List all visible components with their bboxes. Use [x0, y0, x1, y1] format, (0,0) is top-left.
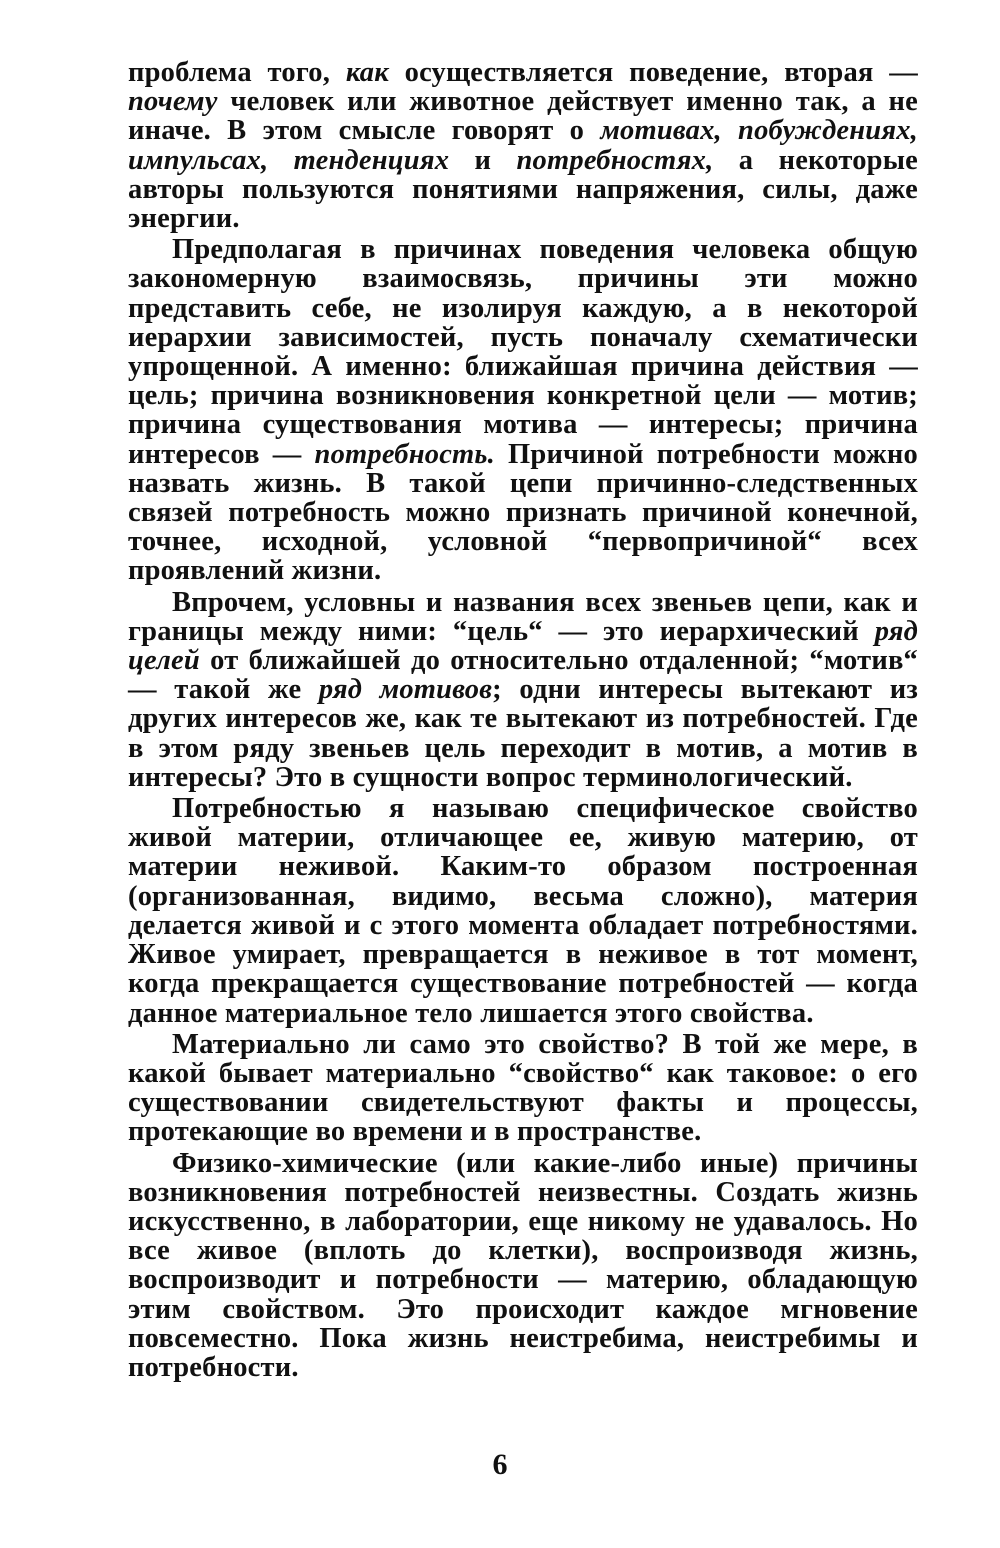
text-segment: Впрочем, условны и названия всех звеньев цепи, как и границы между ними: “цель“ — это иерархический [128, 586, 918, 647]
italic-text-segment: потребность. [314, 438, 495, 470]
text-segment: от ближайшей до относительно отдаленной; “мотив“ — такой же [128, 645, 918, 706]
italic-text-segment: потребностях, [516, 144, 714, 176]
paragraph-4 [128, 794, 918, 1028]
italic-text-segment: почему [128, 86, 218, 118]
text-segment: ; одни интересы вытекают из других интересов же, как те вытекают из потребностей. Где в этом ряду звеньев цель переходит в мотив, а мотив в интересы? Это в сущности вопрос терминологический. [128, 674, 918, 793]
italic-text-segment: ряд мотивов [318, 674, 493, 706]
paragraph-3 [128, 588, 918, 792]
paragraph-1 [128, 58, 918, 233]
text-segment: проблема того, [128, 57, 346, 88]
text-segment: Потребностью я называю специфическое свойство живой материи, отличающее ее, живую материю, от материи неживой. Каким-то образом построенная (организованная, видимо, весьма сложно), материя делается живой и с этого момента обладает потребностями. Живое умирает, превращается в неживое в тот момент, когда прекращается существование потребностей — когда данное материальное тело лишается этого свойства. [128, 793, 918, 1029]
text-segment: Причиной потребности можно назвать жизнь. В такой цепи причинно-следственных связей потребность можно признать причиной конечной, точнее, исходной, условной “первопричиной“ всех проявлений жизни. [128, 438, 918, 587]
italic-text-segment: как [345, 57, 389, 88]
paragraph-5 [128, 1030, 918, 1147]
text-segment: и [449, 144, 517, 176]
italic-text-segment: ряд целей [128, 615, 918, 677]
text-segment: Предполагая в причинах поведения человека общую закономерную взаимосвязь, причины эти можно представить себе, не изолируя каждую, а в некоторой иерархии зависимостей, пусть поначалу схематически упрощенной. А именно: ближайшая причина действия — цель; причина возникновения конкретной цели — мотив; причина существования мотива — интересы; причина интересов — [128, 234, 918, 470]
page-number: 6 [492, 1448, 508, 1481]
paragraph-6 [128, 1149, 918, 1383]
text-segment: а некоторые авторы пользуются понятиями напряжения, силы, даже энергии. [128, 144, 918, 235]
text-segment: Материально ли само это свойство? В той же мере, в какой бывает материально “свойство“ как таковое: о его существовании свидетельствуют факты и процессы, протекающие во времени и в пространстве. [128, 1028, 918, 1148]
paragraph-2 [128, 235, 918, 585]
text-segment: осуществляется поведение, вторая — [388, 57, 919, 88]
text-segment: Физико-химические (или какие-либо иные) причины возникновения потребностей неизвестны. Создать жизнь искусственно, в лаборатории, еще никому не удавалось. Но все живое (вплоть до клетки), воспроизводя жизнь, воспроизводит и потребности — материю, обладающую этим свойством. Это происходит каждое мгновение повсеместно. Пока жизнь неистребима, неистребимы и потребности. [128, 1147, 918, 1383]
page-body [128, 58, 918, 1382]
italic-text-segment: мотивах, побуждениях, импульсах, тенденциях [128, 115, 918, 176]
text-segment: человек или животное действует именно так, а не иначе. В этом смысле говорят о [128, 86, 918, 147]
